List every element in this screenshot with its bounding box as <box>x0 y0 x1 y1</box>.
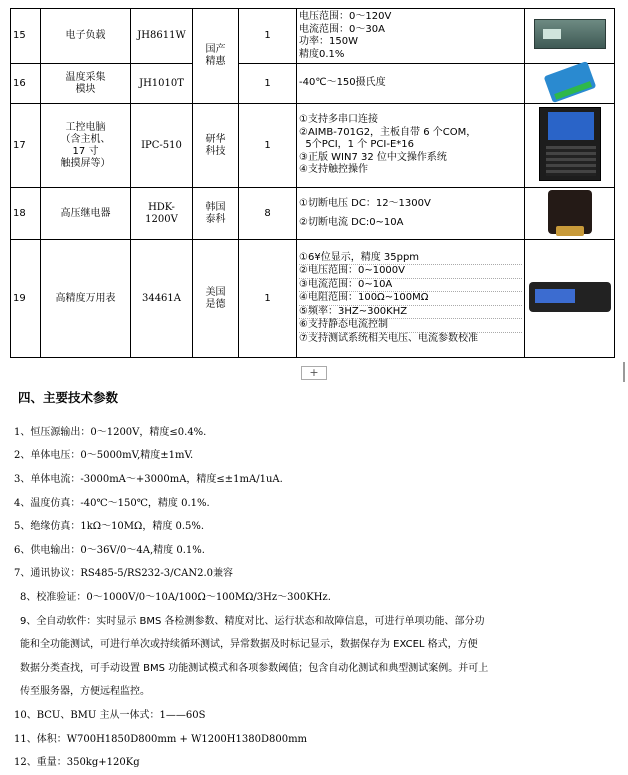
equipment-image <box>525 64 615 104</box>
param-line: 2、单体电压：0～5000mV,精度±1mV. <box>14 450 194 461</box>
table-row <box>11 240 615 358</box>
param-line: 数据分类查找，可手动设置 BMS 功能测试模式和各项参数阈值；包含自动化测试和典型测试案例。并可上 <box>20 663 489 674</box>
row-number: 18 <box>11 188 41 240</box>
equipment-spec: ①6¥位显示，精度 35ppm ②电压范围：0~1000V ③电流范围：0~10A ④电阻范围：100Ω~100MΩ ⑤频率：3HZ~300KHZ ⑥支持静态电流控制 ⑦支持测试系统相关电压、电流参数校准 <box>297 240 525 358</box>
equipment-qty: 1 <box>239 9 297 64</box>
hv-relay-photo <box>548 190 592 234</box>
row-number: 17 <box>11 104 41 188</box>
equipment-image <box>525 104 615 188</box>
param-line: 7、通讯协议：RS485-5/RS232-3/CAN2.0兼容 <box>14 568 234 579</box>
equipment-brand: 国产 精惠 <box>193 9 239 104</box>
param-line: 5、绝缘仿真：1kΩ～10MΩ，精度 0.5%. <box>14 521 205 532</box>
param-line: 10、BCU、BMU 主从一体式：1——60S <box>14 710 206 721</box>
equipment-image <box>525 9 615 64</box>
row-number: 19 <box>11 240 41 358</box>
equipment-brand: 韩国 泰科 <box>193 188 239 240</box>
equipment-spec: ①支持多串口连接 ②AIMB-701G2，主板自带 6 个COM， 5个PCI，1 个 PCI-E*16 ③正版 WIN7 32 位中文操作系统 ④支持触控操作 <box>297 104 525 188</box>
param-line: 3、单体电流：-3000mA～+3000mA，精度≤±1mA/1uA. <box>14 474 283 485</box>
equipment-brand: 研华 科技 <box>193 104 239 188</box>
equipment-model: JH1010T <box>131 64 193 104</box>
param-line: 1、恒压源输出：0～1200V，精度≤0.4%. <box>14 427 207 438</box>
add-row-button[interactable]: + <box>301 366 327 380</box>
equipment-model: 34461A <box>131 240 193 358</box>
row-number: 16 <box>11 64 41 104</box>
industrial-pc-photo <box>539 107 601 181</box>
table-row <box>11 104 615 188</box>
equipment-qty: 8 <box>239 188 297 240</box>
table-row <box>11 188 615 240</box>
scroll-marker <box>623 362 625 382</box>
equipment-qty: 1 <box>239 240 297 358</box>
equipment-table <box>10 8 615 358</box>
equipment-name: 电子负载 <box>41 9 131 64</box>
table-row <box>11 9 615 64</box>
equipment-qty: 1 <box>239 104 297 188</box>
param-line: 传至服务器，方便远程监控。 <box>20 686 150 697</box>
table-row <box>11 64 615 104</box>
temperature-module-photo <box>543 60 596 102</box>
equipment-brand: 美国 是德 <box>193 240 239 358</box>
equipment-model: IPC-510 <box>131 104 193 188</box>
section-title: 四、主要技术参数 <box>18 390 119 405</box>
multimeter-photo <box>529 282 611 312</box>
equipment-model: HDK-1200V <box>131 188 193 240</box>
param-line: 12、重量：350kg+120Kg <box>14 757 140 768</box>
equipment-spec: 电压范围：0～120V 电流范围：0～30A 功率：150W 精度0.1% <box>297 9 525 64</box>
row-number: 15 <box>11 9 41 64</box>
equipment-spec: -40℃～150摄氏度 <box>297 64 525 104</box>
equipment-image <box>525 240 615 358</box>
equipment-model: JH8611W <box>131 9 193 64</box>
equipment-spec: ①切断电压 DC：12～1300V ②切断电流 DC:0~10A <box>297 188 525 240</box>
equipment-image <box>525 188 615 240</box>
param-line: 9、全自动软件：实时显示 BMS 各检测参数、精度对比、运行状态和故障信息，可进行单项功能、部分功 <box>20 616 485 627</box>
equipment-qty: 1 <box>239 64 297 104</box>
param-line: 4、温度仿真：-40℃～150℃，精度 0.1%. <box>14 498 210 509</box>
param-line: 能和全功能测试，可进行单次或持续循环测试，异常数据及时标记显示，数据保存为 EXCEL 格式，方便 <box>20 639 478 650</box>
param-line: 8、校准验证：0～1000V/0～10A/100Ω～100MΩ/3Hz～300KHz. <box>20 592 331 603</box>
param-line: 6、供电输出：0～36V/0～4A,精度 0.1%. <box>14 545 205 556</box>
electronic-load-photo <box>534 19 606 49</box>
equipment-name: 温度采集 模块 <box>41 64 131 104</box>
equipment-name: 高精度万用表 <box>41 240 131 358</box>
equipment-name: 高压继电器 <box>41 188 131 240</box>
param-line: 11、体积：W700H1850D800mm + W1200H1380D800mm <box>14 734 308 745</box>
equipment-name: 工控电脑 （含主机、 17 寸 触摸屏等） <box>41 104 131 188</box>
